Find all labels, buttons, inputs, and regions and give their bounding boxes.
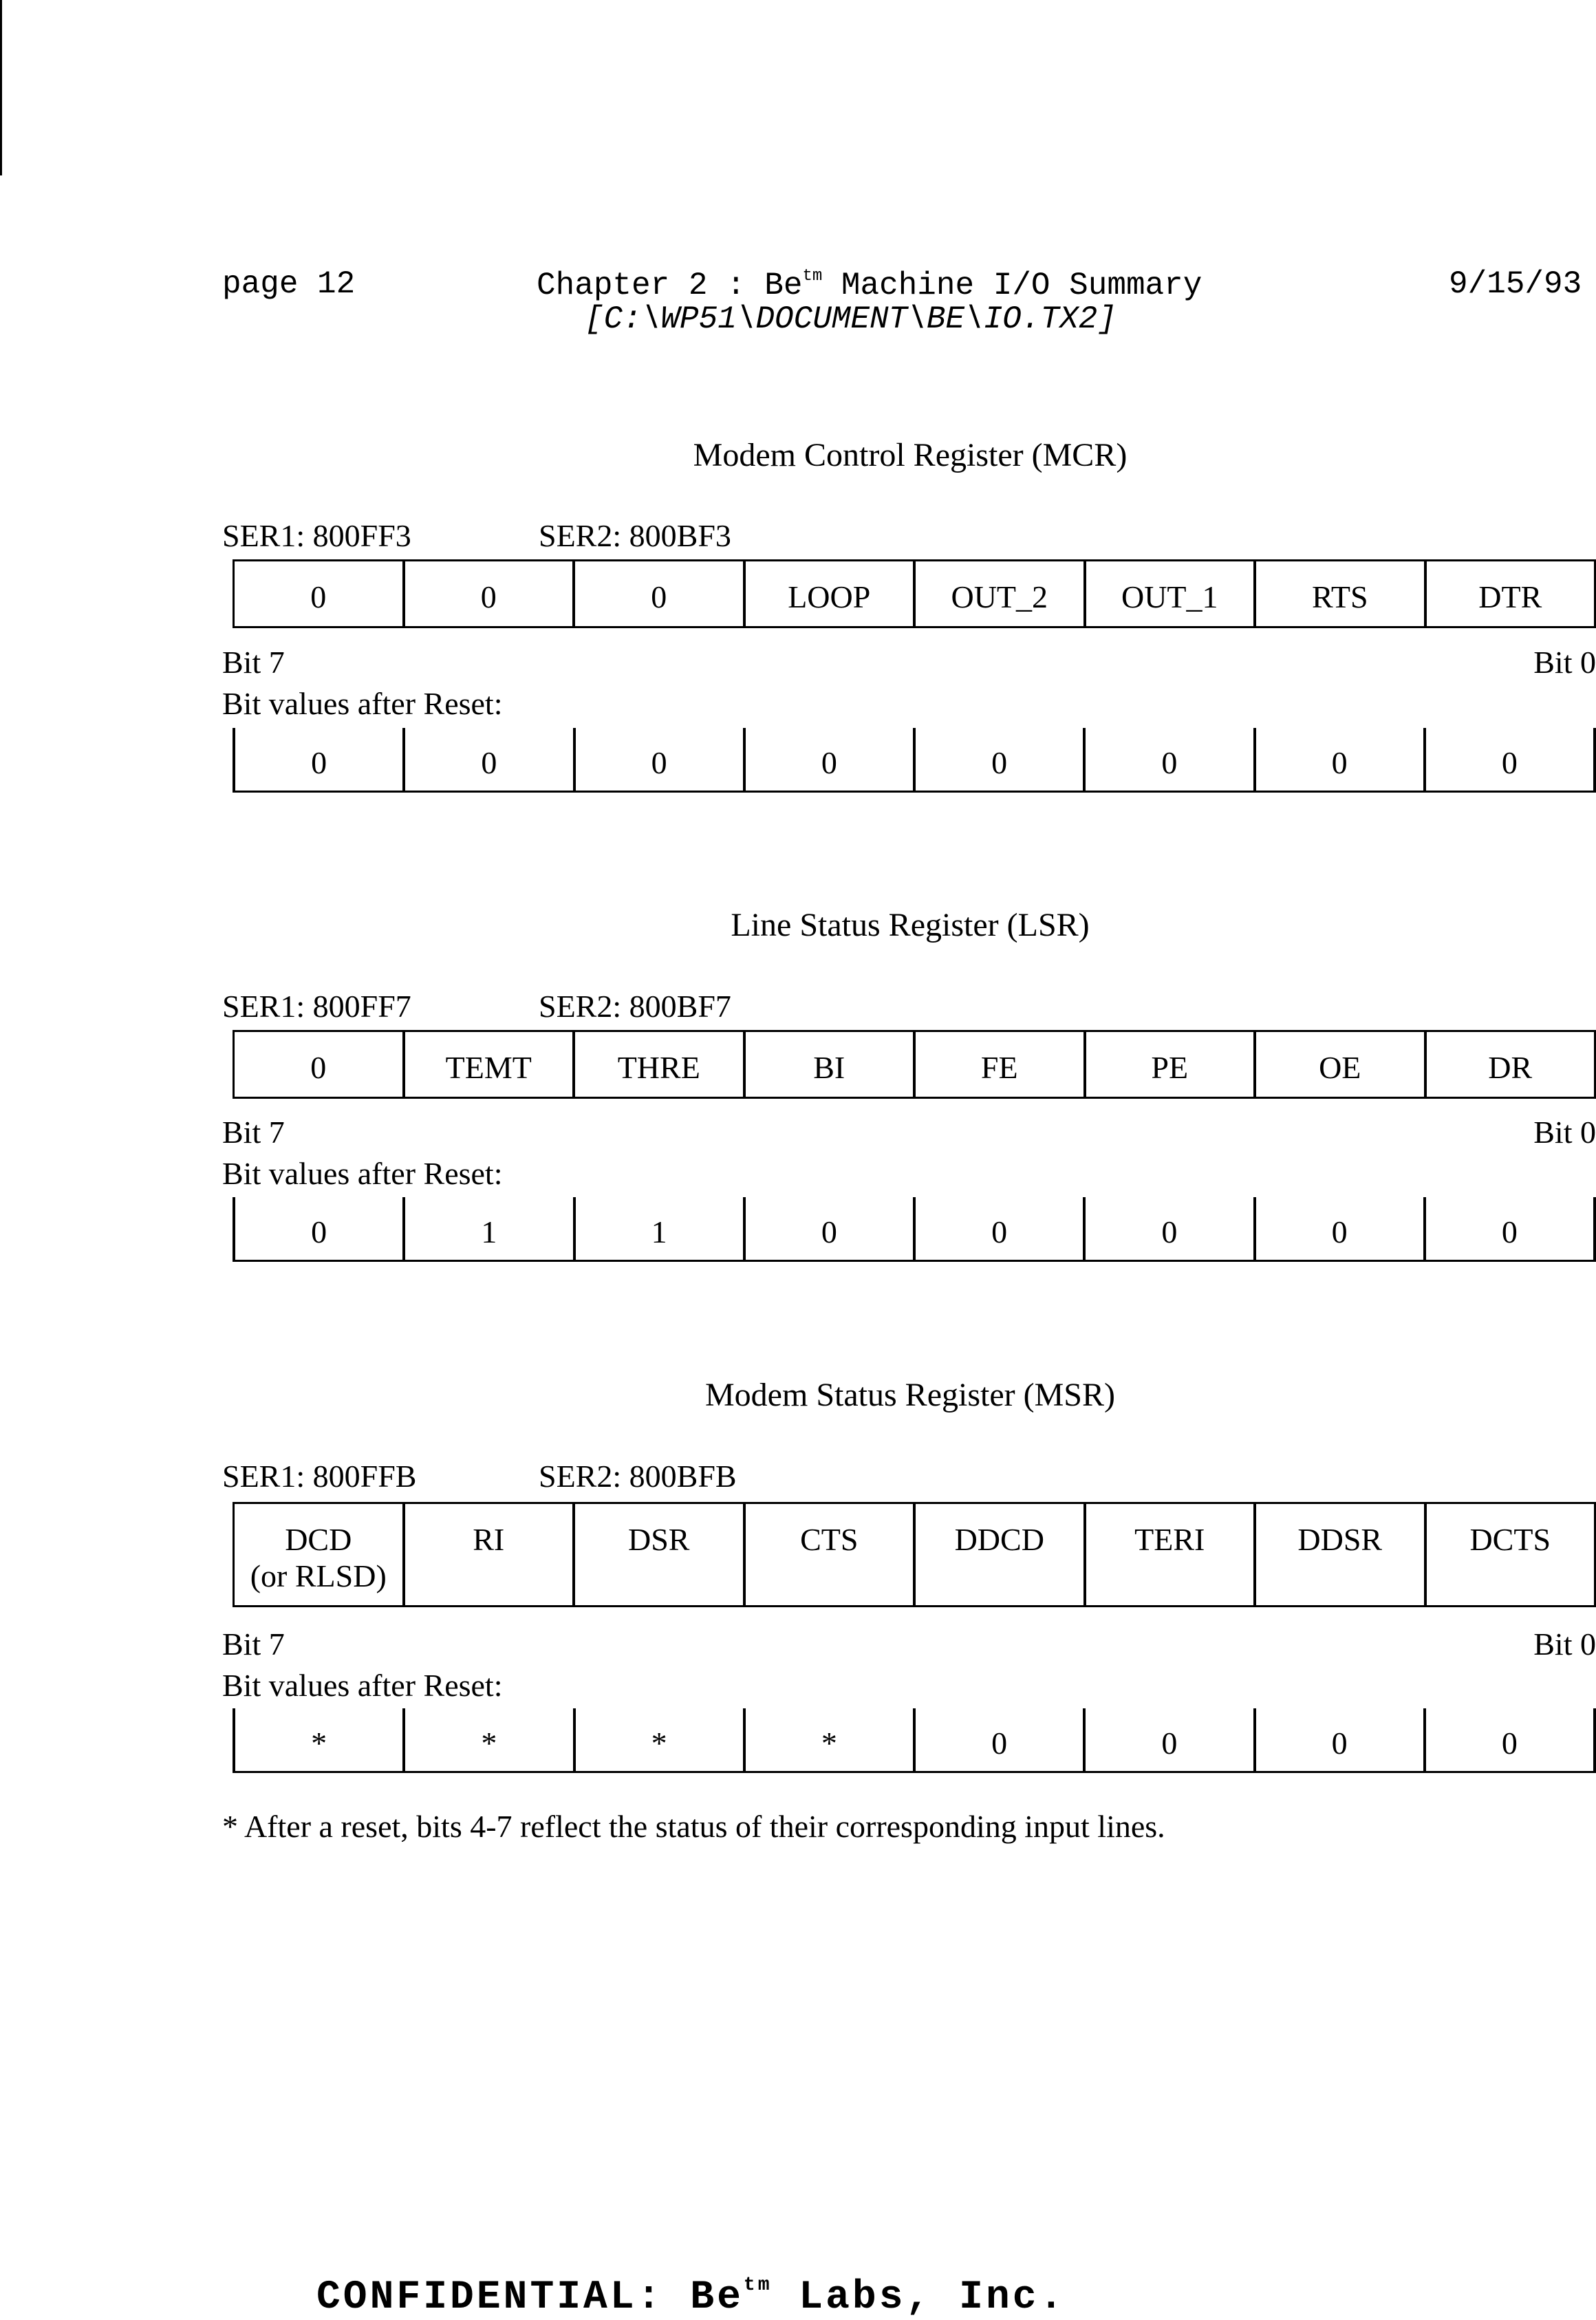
- lsr-bit-3: FE: [913, 1032, 1083, 1097]
- lsr-bit0-label: Bit 0: [1533, 1115, 1596, 1150]
- mcr-reset-bit-4: 0: [743, 728, 913, 791]
- mcr-ser1-address: SER1: 800FF3: [222, 518, 411, 553]
- mcr-reset-bit-2: 0: [1083, 728, 1253, 791]
- msr-address-line: [222, 1459, 737, 1494]
- lsr-bit-0: DR: [1424, 1032, 1595, 1097]
- trademark-mark: tm: [802, 267, 823, 286]
- msr-reset-bit-2: 0: [1083, 1708, 1253, 1771]
- lsr-address-line: [222, 989, 731, 1024]
- page-number: page 12: [222, 266, 356, 302]
- msr-reset-bit-3: 0: [913, 1708, 1083, 1771]
- mcr-reset-bit-1: 0: [1253, 728, 1423, 791]
- lsr-bit7-label: Bit 7: [222, 1115, 285, 1150]
- mcr-bit-4: LOOP: [743, 561, 914, 626]
- mcr-address-line: [222, 518, 731, 553]
- binding-margin-mark: [0, 0, 2, 175]
- footer-trademark-mark: tm: [743, 2275, 773, 2296]
- msr-reset-bit-7: *: [233, 1708, 402, 1771]
- msr-reset-bit-0: 0: [1423, 1708, 1596, 1771]
- msr-bit-7-subtext: (or RLSD): [250, 1558, 387, 1593]
- lsr-title: Line Status Register (LSR): [731, 907, 1090, 943]
- msr-bit-6: RI: [402, 1504, 573, 1605]
- reset-footnote: * After a reset, bits 4-7 reflect the status of their corresponding input lines.: [222, 1809, 1165, 1844]
- mcr-bit-fields: [233, 559, 1596, 628]
- msr-bit-7-label: DCD: [285, 1522, 352, 1557]
- mcr-bit-5: 0: [572, 561, 743, 626]
- lsr-reset-bit-1: 0: [1253, 1197, 1423, 1260]
- msr-ser2-address: SER2: 800BFB: [539, 1459, 737, 1494]
- msr-bit-0: DCTS: [1424, 1504, 1595, 1605]
- lsr-bit-5: THRE: [572, 1032, 743, 1097]
- lsr-bit-fields: [233, 1030, 1596, 1099]
- document-path: [C:\WP51\DOCUMENT\BE\IO.TX2]: [585, 301, 1117, 337]
- mcr-reset-bit-3: 0: [913, 728, 1083, 791]
- msr-bit-4: CTS: [743, 1504, 914, 1605]
- mcr-bit-3: OUT_2: [913, 561, 1083, 626]
- lsr-reset-bit-3: 0: [913, 1197, 1083, 1260]
- msr-reset-bit-4: *: [743, 1708, 913, 1771]
- lsr-bit-7: 0: [310, 1050, 327, 1085]
- mcr-bit-2: OUT_1: [1083, 561, 1254, 626]
- lsr-reset-bit-2: 0: [1083, 1197, 1253, 1260]
- mcr-title: Modem Control Register (MCR): [693, 437, 1128, 473]
- mcr-reset-bit-0: 0: [1423, 728, 1596, 791]
- msr-bit-5: DSR: [572, 1504, 743, 1605]
- msr-title: Modem Status Register (MSR): [705, 1377, 1115, 1413]
- mcr-reset-bit-7: 0: [233, 728, 402, 791]
- mcr-bit-7: 0: [310, 579, 327, 614]
- mcr-reset-bit-5: 0: [573, 728, 743, 791]
- msr-bit7-label: Bit 7: [222, 1626, 285, 1662]
- msr-ser1-address: SER1: 800FFB: [222, 1459, 417, 1494]
- confidential-footer: CONFIDENTIAL: $Be^{tm}$ Labs, Inc.: [316, 2275, 1066, 2320]
- mcr-ser2-address: SER2: 800BF3: [539, 518, 731, 553]
- lsr-reset-bit-4: 0: [743, 1197, 913, 1260]
- lsr-bit-2: PE: [1083, 1032, 1254, 1097]
- msr-bit0-label: Bit 0: [1533, 1626, 1596, 1662]
- mcr-reset-label: Bit values after Reset:: [222, 686, 503, 721]
- msr-reset-bit-6: *: [402, 1708, 572, 1771]
- msr-bit-1: DDSR: [1253, 1504, 1424, 1605]
- msr-bit-7: [235, 1504, 402, 1605]
- lsr-bit-6: TEMT: [402, 1032, 573, 1097]
- mcr-bit7-label: Bit 7: [222, 645, 285, 680]
- lsr-reset-bit-7: 0: [233, 1197, 402, 1260]
- lsr-ser2-address: SER2: 800BF7: [539, 989, 731, 1024]
- document-date: 9/15/93: [1449, 266, 1582, 302]
- msr-bit-2: TERI: [1083, 1504, 1254, 1605]
- mcr-reset-bit-6: 0: [402, 728, 572, 791]
- msr-reset-label: Bit values after Reset:: [222, 1668, 503, 1703]
- lsr-reset-label: Bit values after Reset:: [222, 1156, 503, 1191]
- mcr-bit0-label: Bit 0: [1533, 645, 1596, 680]
- lsr-bit-1: OE: [1253, 1032, 1424, 1097]
- msr-reset-bit-5: *: [573, 1708, 743, 1771]
- mcr-bit-6: 0: [402, 561, 573, 626]
- lsr-ser1-address: SER1: 800FF7: [222, 989, 411, 1024]
- mcr-reset-values: [233, 728, 1596, 793]
- lsr-reset-bit-0: 0: [1423, 1197, 1596, 1260]
- chapter-title: Chapter 2 : $Be^{tm}$ Machine I/O Summary: [537, 267, 1203, 303]
- msr-bit-fields: [233, 1502, 1596, 1607]
- mcr-bit-0: DTR: [1424, 561, 1595, 626]
- msr-bit-3: DDCD: [913, 1504, 1083, 1605]
- lsr-reset-values: [233, 1197, 1596, 1262]
- lsr-bit-4: BI: [743, 1032, 914, 1097]
- mcr-bit-1: RTS: [1253, 561, 1424, 626]
- msr-reset-bit-1: 0: [1253, 1708, 1423, 1771]
- lsr-reset-bit-6: 1: [402, 1197, 572, 1260]
- lsr-reset-bit-5: 1: [573, 1197, 743, 1260]
- msr-reset-values: [233, 1708, 1596, 1773]
